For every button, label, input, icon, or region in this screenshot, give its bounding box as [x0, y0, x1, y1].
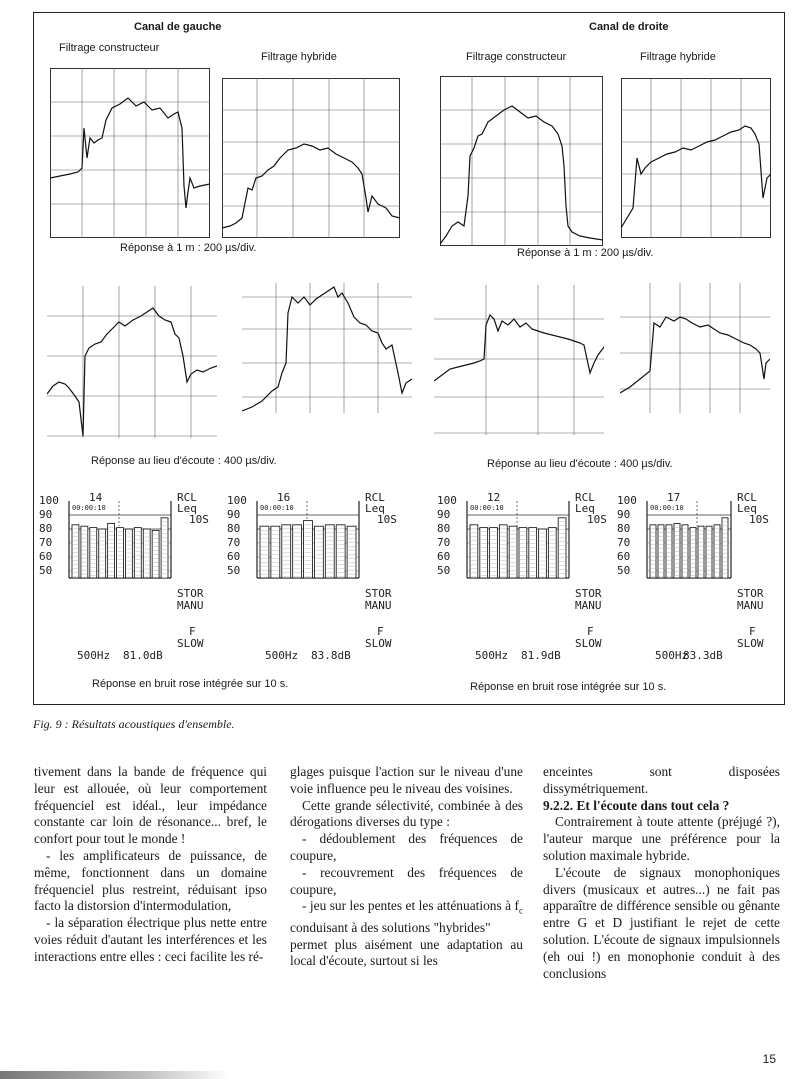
scope-listen-left-constructor — [47, 286, 217, 438]
meter-10s: 10S — [587, 513, 607, 526]
meter-bar — [90, 528, 97, 578]
channel-right-title: Canal de droite — [589, 21, 669, 33]
scale-label: 70 — [437, 536, 451, 549]
meter-number: 14 — [89, 491, 103, 504]
page-edge-shadow — [0, 1071, 230, 1079]
label-resp-listen-left: Réponse au lieu d'écoute : 400 µs/div. — [91, 455, 277, 467]
text-run: - jeu sur les pentes et les atténuations à f — [302, 898, 519, 914]
meter-bar — [161, 518, 168, 578]
meter-bar — [143, 529, 150, 578]
meter-slow: SLOW — [575, 637, 602, 650]
meter-bar — [722, 518, 728, 578]
meter-rcl: RCL — [575, 491, 595, 504]
scope-listen-left-hybrid — [242, 283, 412, 413]
meter-frequency: 500Hz — [265, 649, 299, 662]
text-run: conduisant à des solutions "hybrides" — [290, 919, 491, 935]
scope-listen-right-hybrid — [620, 283, 770, 413]
channel-left-title: Canal de gauche — [134, 21, 222, 33]
meter-stor: STOR — [737, 587, 764, 600]
paragraph: - les amplificateurs de puissance, de même, fonctionnent dans un domaine fréquenciel plus restreint, réduisant ipso facto la distorsion d'intermodulation, — [34, 847, 267, 914]
meter-bar — [548, 528, 556, 578]
meter-number: 16 — [277, 491, 291, 504]
meter-bar — [519, 528, 527, 578]
meter-stor: STOR — [365, 587, 392, 600]
meter-f: F — [587, 625, 594, 638]
meter-time: 00:00:10 — [650, 504, 684, 512]
meter-f: F — [377, 625, 384, 638]
meter-manu: MANU — [737, 599, 764, 612]
scale-label: 60 — [39, 550, 53, 563]
meter-f: F — [189, 625, 196, 638]
scope-1m-left-constructor — [50, 68, 210, 238]
scale-label: 80 — [39, 522, 53, 535]
meter-10s: 10S — [189, 513, 209, 526]
scale-label: 60 — [227, 550, 241, 563]
scale-label: 80 — [437, 522, 451, 535]
figure-frame — [33, 12, 785, 705]
paragraph — [290, 898, 523, 936]
meter-number: 12 — [487, 491, 501, 504]
meter-frequency: 500Hz — [475, 649, 509, 662]
scale-label: 50 — [437, 564, 451, 577]
scale-label: 100 — [617, 494, 637, 507]
meter-time: 00:00:10 — [72, 504, 106, 512]
page-number: 15 — [762, 1052, 776, 1066]
section-heading: 9.2.2. Et l'écoute dans tout cela ? — [543, 797, 730, 813]
meter-level: 81.9dB — [521, 649, 561, 662]
scope-1m-left-hybrid — [222, 78, 400, 238]
meter-leq: Leq — [575, 502, 595, 515]
meter-rcl: RCL — [737, 491, 757, 504]
label-resp-1m-right: Réponse à 1 m : 200 µs/div. — [517, 247, 654, 259]
meter-f: F — [749, 625, 756, 638]
subscript: c — [519, 906, 523, 917]
meter-bar — [539, 529, 547, 578]
scale-label: 80 — [617, 522, 631, 535]
label-resp-listen-right: Réponse au lieu d'écoute : 400 µs/div. — [487, 458, 673, 470]
meter-bar — [490, 528, 498, 578]
label-pink-noise-right: Réponse en bruit rose intégrée sur 10 s. — [470, 681, 667, 693]
paragraph: - recouvrement des fréquences de coupure, — [290, 864, 523, 897]
scope-1m-right-hybrid — [621, 78, 771, 238]
scale-label: 100 — [437, 494, 457, 507]
scale-label: 90 — [39, 508, 53, 521]
meter-level: 81.0dB — [123, 649, 163, 662]
meter-number: 17 — [667, 491, 681, 504]
meter-leq: Leq — [737, 502, 757, 515]
paragraph: - dédoublement des fréquences de coupure, — [290, 831, 523, 863]
label-resp-1m-left: Réponse à 1 m : 200 µs/div. — [120, 242, 257, 254]
meter-bar — [117, 528, 124, 578]
scale-label: 60 — [437, 550, 451, 563]
paragraph: glages puisque l'action sur le niveau d'une voie influence peu le niveau des voisines. — [290, 764, 523, 796]
meter-stor: STOR — [177, 587, 204, 600]
meter-10s: 10S — [377, 513, 397, 526]
label-pink-noise-left: Réponse en bruit rose intégrée sur 10 s. — [92, 678, 289, 690]
meter-right-hybrid — [617, 491, 786, 671]
scale-label: 50 — [39, 564, 53, 577]
scale-label: 100 — [39, 494, 59, 507]
scale-label: 70 — [617, 536, 631, 549]
meter-bar — [529, 528, 537, 578]
meter-time: 00:00:10 — [260, 504, 294, 512]
text-column-2 — [290, 764, 523, 970]
scale-label: 80 — [227, 522, 241, 535]
paragraph: permet plus aisément une adaptation au local d'écoute, surtout si les — [290, 936, 523, 969]
scale-label: 50 — [617, 564, 631, 577]
meter-manu: MANU — [177, 599, 204, 612]
meter-left-hybrid — [227, 491, 414, 671]
scale-label: 60 — [617, 550, 631, 563]
scope-listen-right-constructor — [434, 285, 604, 435]
meter-frequency: 500Hz — [77, 649, 111, 662]
label-filter-hybrid-left: Filtrage hybride — [261, 51, 337, 63]
scale-label: 90 — [437, 508, 451, 521]
meter-time: 00:00:10 — [470, 504, 504, 512]
paragraph: - la séparation électrique plus nette entre voies réduit d'autant les interférences et les interactions entre elles : ceci facilite les ré- — [34, 915, 267, 964]
meter-bar — [134, 528, 141, 578]
meter-stor: STOR — [575, 587, 602, 600]
meter-manu: MANU — [575, 599, 602, 612]
meter-bar — [480, 528, 488, 578]
label-filter-constructor-right: Filtrage constructeur — [466, 51, 567, 63]
scale-label: 50 — [227, 564, 241, 577]
meter-right-constructor — [437, 491, 624, 671]
label-filter-constructor-left: Filtrage constructeur — [59, 42, 160, 54]
meter-leq: Leq — [177, 502, 197, 515]
text-column-3 — [543, 764, 780, 982]
scale-label: 90 — [617, 508, 631, 521]
scale-label: 70 — [39, 536, 53, 549]
meter-bar — [125, 529, 132, 578]
meter-slow: SLOW — [365, 637, 392, 650]
meter-bar — [304, 521, 313, 578]
text-column-1 — [34, 764, 267, 966]
paragraph: L'écoute de signaux monophoniques divers (musicaux et autres...) ne fait pas apparaître de différence sensible ou gênante entre G et D justifiant le rejet de cette solution. L'écoute de signaux impulsionnels (eh oui !) en monophonie conduit à des conclusions — [543, 864, 780, 981]
meter-rcl: RCL — [177, 491, 197, 504]
scale-label: 90 — [227, 508, 241, 521]
scale-label: 100 — [227, 494, 247, 507]
meter-level: 83.3dB — [683, 649, 723, 662]
meter-manu: MANU — [365, 599, 392, 612]
paragraph: enceintes sont disposées dissymétriquement. — [543, 764, 780, 796]
meter-rcl: RCL — [365, 491, 385, 504]
meter-slow: SLOW — [737, 637, 764, 650]
meter-bar — [690, 528, 696, 578]
meter-leq: Leq — [365, 502, 385, 515]
meter-bar — [558, 518, 566, 578]
meter-level: 83.8dB — [311, 649, 351, 662]
meter-bar — [99, 529, 106, 578]
paragraph: Contrairement à toute attente (préjugé ?), l'auteur marque une préférence pour la solution maximale hybride. — [543, 814, 780, 863]
scale-label: 70 — [227, 536, 241, 549]
figure-caption: Fig. 9 : Résultats acoustiques d'ensemble. — [33, 717, 235, 731]
meter-slow: SLOW — [177, 637, 204, 650]
scope-1m-right-constructor — [440, 76, 603, 246]
label-filter-hybrid-right: Filtrage hybride — [640, 51, 716, 63]
meter-frequency: 500Hz — [655, 649, 689, 662]
paragraph: Cette grande sélectivité, combinée à des dérogations diverses du type : — [290, 797, 523, 830]
paragraph: tivement dans la bande de fréquence qui leur est allouée, où leur comportement fréquenciel est idéal., leur impédance constante car loin de résonance... bref, le confort pour tout le monde ! — [34, 764, 267, 847]
meter-10s: 10S — [749, 513, 769, 526]
meter-left-constructor — [39, 491, 226, 671]
